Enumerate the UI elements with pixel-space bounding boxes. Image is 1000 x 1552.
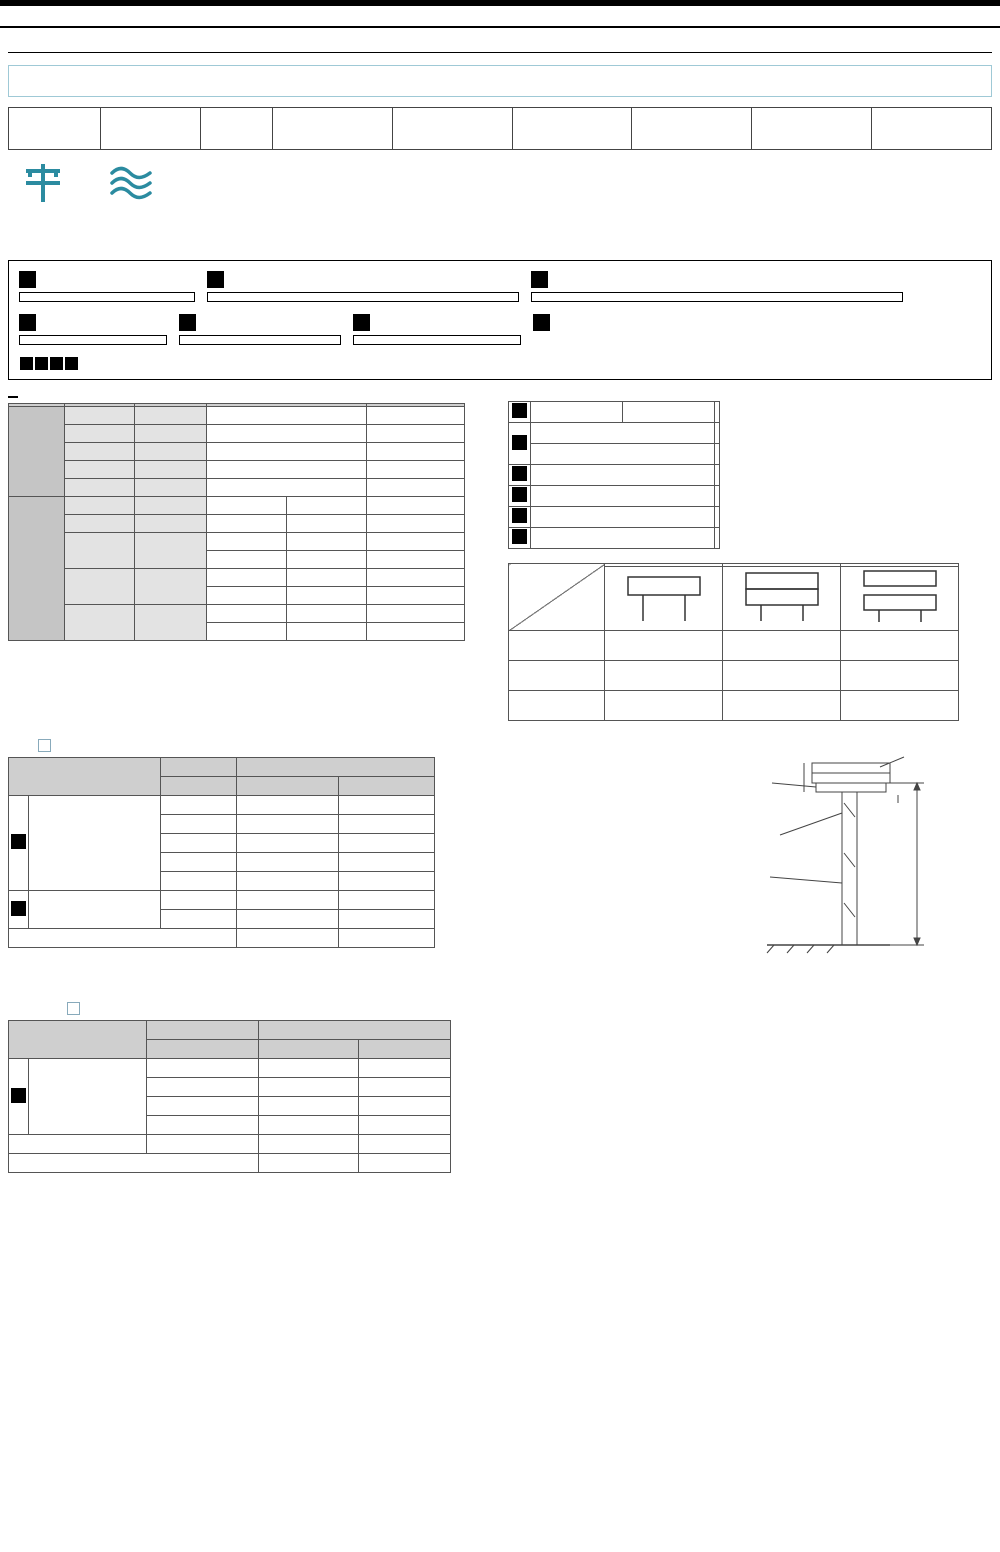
color-label xyxy=(201,108,273,150)
feature-badges xyxy=(8,162,992,246)
wind-title xyxy=(162,169,186,173)
table-row xyxy=(509,691,959,721)
freepole-badge xyxy=(8,162,78,207)
wind-strength-badge xyxy=(108,162,186,204)
price-cell xyxy=(237,853,339,872)
color-swatch-pw xyxy=(752,108,872,150)
column-header xyxy=(359,1040,451,1059)
column-header xyxy=(9,1021,147,1059)
table-row xyxy=(9,425,465,443)
part-letter xyxy=(19,314,36,331)
table-row xyxy=(9,515,465,533)
part-item-bracket xyxy=(207,271,519,302)
table-row xyxy=(9,1059,451,1078)
title-block xyxy=(8,28,992,53)
table-row xyxy=(509,486,720,507)
part-letter xyxy=(353,314,370,331)
price-cell xyxy=(237,929,339,948)
column-header xyxy=(259,1040,359,1059)
freepole-icon xyxy=(22,162,64,204)
part-item-fence-body xyxy=(531,271,903,302)
compatible-fence-box xyxy=(8,65,992,97)
color-swatch-ab xyxy=(273,108,393,150)
legend-swatch xyxy=(67,1002,80,1015)
table-row xyxy=(509,423,720,444)
header-notice xyxy=(0,0,1000,28)
price-cell xyxy=(339,929,435,948)
column-header xyxy=(161,777,237,796)
price-cell xyxy=(237,910,339,929)
table-row xyxy=(9,443,465,461)
table-row xyxy=(9,533,465,551)
price-cell xyxy=(339,891,435,910)
option-table-section xyxy=(8,1002,451,1173)
table-row xyxy=(509,661,959,691)
table-row xyxy=(9,1154,451,1173)
color-swatch-sc xyxy=(392,108,512,150)
table-row xyxy=(9,569,465,587)
column-header xyxy=(339,777,435,796)
diagonal-cell xyxy=(509,564,605,631)
wind-icon xyxy=(108,162,154,204)
price-cell xyxy=(359,1135,451,1154)
price-cell xyxy=(359,1116,451,1135)
part-letter xyxy=(179,314,196,331)
material-label xyxy=(9,108,101,150)
table-row xyxy=(509,465,720,486)
column-header xyxy=(237,777,339,796)
fence-separated-illustration xyxy=(857,569,943,625)
table-row xyxy=(9,407,465,425)
price-cell xyxy=(339,815,435,834)
price-table-section xyxy=(8,739,435,984)
price-cell xyxy=(259,1154,359,1173)
price-cell xyxy=(339,910,435,929)
table-row xyxy=(9,605,465,623)
column-header xyxy=(259,1021,451,1040)
legend-swatch xyxy=(38,739,51,752)
price-cell xyxy=(359,1154,451,1173)
price-cell xyxy=(237,834,339,853)
table-row xyxy=(9,479,465,497)
table-row xyxy=(509,528,720,549)
fence-single-illustration xyxy=(621,569,707,625)
price-cell xyxy=(259,1135,359,1154)
final-notes xyxy=(472,1002,992,1173)
table-row xyxy=(9,497,465,515)
price-table xyxy=(8,757,435,948)
requirements-section xyxy=(508,396,992,721)
column-header xyxy=(9,758,161,796)
bracket-table xyxy=(508,563,959,721)
price-cell xyxy=(237,815,339,834)
color-swatch-hg xyxy=(872,108,992,150)
option-badge xyxy=(8,1007,30,1011)
price-cell xyxy=(259,1097,359,1116)
header-row xyxy=(9,758,435,777)
table-row xyxy=(9,1135,451,1154)
price-cell xyxy=(259,1059,359,1078)
price-cell xyxy=(237,891,339,910)
table-row xyxy=(9,929,435,948)
material-color-table xyxy=(8,107,992,150)
part-item-end xyxy=(179,314,341,345)
part-letter xyxy=(207,271,224,288)
price-cell xyxy=(237,796,339,815)
color-swatch-bk xyxy=(632,108,752,150)
column-header xyxy=(147,1021,259,1040)
table-row xyxy=(9,461,465,479)
table-row xyxy=(509,507,720,528)
price-cell xyxy=(259,1078,359,1097)
material-value xyxy=(101,108,201,150)
price-cell xyxy=(359,1059,451,1078)
parts-row-1 xyxy=(19,271,981,302)
color-swatch-jw xyxy=(512,108,632,150)
price-cell xyxy=(259,1116,359,1135)
table-row xyxy=(509,444,720,465)
table-row xyxy=(509,631,959,661)
price-cell xyxy=(339,796,435,815)
parts-note xyxy=(19,357,981,371)
header-row xyxy=(9,1021,451,1040)
table-row xyxy=(9,108,992,150)
price-cell xyxy=(339,834,435,853)
table-row xyxy=(9,796,435,815)
cover-diagram xyxy=(712,743,980,981)
part-item-joint xyxy=(19,314,167,345)
price-cell xyxy=(237,872,339,891)
part-letter xyxy=(533,314,550,331)
option-table xyxy=(8,1020,451,1173)
combination-table xyxy=(8,403,465,641)
price-cell xyxy=(339,853,435,872)
part-item-option xyxy=(533,314,853,343)
parts-row-2 xyxy=(19,314,981,345)
price-cell xyxy=(359,1097,451,1116)
fence-continuous-illustration xyxy=(739,569,825,625)
part-letter xyxy=(531,271,548,288)
part-letter xyxy=(19,271,36,288)
part-item-corner xyxy=(353,314,521,345)
part-item-post xyxy=(19,271,195,302)
requirements-table xyxy=(508,401,720,549)
price-cell xyxy=(359,1078,451,1097)
column-header xyxy=(161,758,237,777)
column-header xyxy=(147,1040,259,1059)
column-header xyxy=(237,758,435,777)
table-row xyxy=(509,402,720,423)
parts-box xyxy=(8,260,992,380)
cover-diagram-section xyxy=(712,739,992,984)
price-cell xyxy=(339,872,435,891)
combination-section xyxy=(8,396,486,721)
made-to-order-legend xyxy=(38,739,54,752)
made-to-order-legend xyxy=(67,1002,83,1015)
table-row xyxy=(9,891,435,910)
table-tag xyxy=(8,396,18,398)
